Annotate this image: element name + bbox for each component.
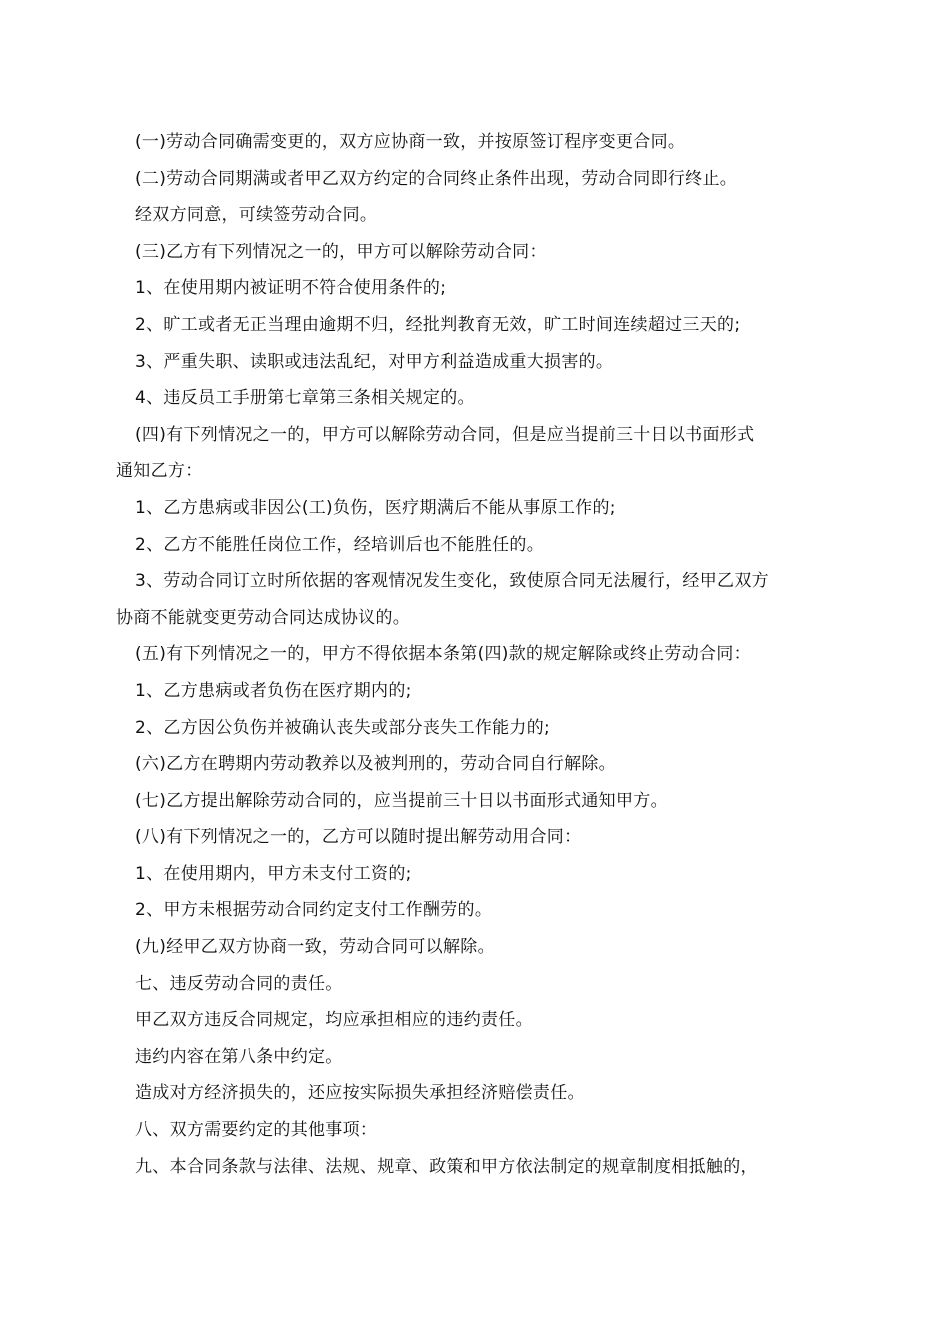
clause-line: 2、甲方未根据劳动合同约定支付工作酬劳的。: [135, 900, 493, 921]
section-heading: 七、违反劳动合同的责任。: [135, 973, 343, 994]
clause-line: 造成对方经济损失的，还应按实际损失承担经济赔偿责任。: [135, 1083, 585, 1104]
clause-line: 违约内容在第八条中约定。: [135, 1046, 343, 1067]
clause-line-continuation: 通知乙方：: [116, 461, 203, 482]
clause-line: 2、乙方因公负伤并被确认丧失或部分丧失工作能力的;: [135, 717, 551, 738]
clause-line: 1、在使用期内被证明不符合使用条件的;: [135, 278, 447, 299]
clause-line: 3、劳动合同订立时所依据的客观情况发生变化，致使原合同无法履行，经甲乙双方: [135, 571, 769, 592]
clause-line: 2、乙方不能胜任岗位工作，经培训后也不能胜任的。: [135, 534, 545, 555]
clause-line: (四)有下列情况之一的，甲方可以解除劳动合同，但是应当提前三十日以书面形式: [135, 424, 755, 445]
clause-line: 2、旷工或者无正当理由逾期不归，经批判教育无效，旷工时间连续超过三天的;: [135, 314, 741, 335]
clause-line: 经双方同意，可续签劳动合同。: [135, 205, 378, 226]
clause-line: (二)劳动合同期满或者甲乙双方约定的合同终止条件出现，劳动合同即行终止。: [135, 168, 738, 189]
clause-line: 3、严重失职、读职或违法乱纪，对甲方利益造成重大损害的。: [135, 351, 614, 372]
clause-line: (七)乙方提出解除劳动合同的，应当提前三十日以书面形式通知甲方。: [135, 790, 668, 811]
clause-line: (九)经甲乙双方协商一致，劳动合同可以解除。: [135, 937, 495, 958]
clause-line: (三)乙方有下列情况之一的，甲方可以解除劳动合同：: [135, 241, 547, 262]
clause-line: (六)乙方在聘期内劳动教养以及被判刑的，劳动合同自行解除。: [135, 754, 616, 775]
clause-line: 甲乙双方违反合同规定，均应承担相应的违约责任。: [135, 1010, 533, 1031]
clause-line: 1、乙方患病或者负伤在医疗期内的;: [135, 680, 412, 701]
clause-line-continuation: 协商不能就变更劳动合同达成协议的。: [116, 607, 411, 628]
clause-line: (八)有下列情况之一的，乙方可以随时提出解劳动用合同：: [135, 827, 582, 848]
section-heading: 九、本合同条款与法律、法规、规章、政策和甲方依法制定的规章制度相抵触的，: [135, 1156, 758, 1177]
clause-line: 4、违反员工手册第七章第三条相关规定的。: [135, 388, 475, 409]
clause-line: 1、在使用期内，甲方未支付工资的;: [135, 863, 412, 884]
contract-body: [116, 124, 838, 1185]
clause-line: 1、乙方患病或非因公(工)负伤，医疗期满后不能从事原工作的;: [135, 497, 616, 518]
section-heading: 八、双方需要约定的其他事项：: [135, 1120, 378, 1141]
clause-line: (五)有下列情况之一的，甲方不得依据本条第(四)款的规定解除或终止劳动合同：: [135, 644, 751, 665]
clause-line: (一)劳动合同确需变更的，双方应协商一致，并按原签订程序变更合同。: [135, 132, 686, 152]
